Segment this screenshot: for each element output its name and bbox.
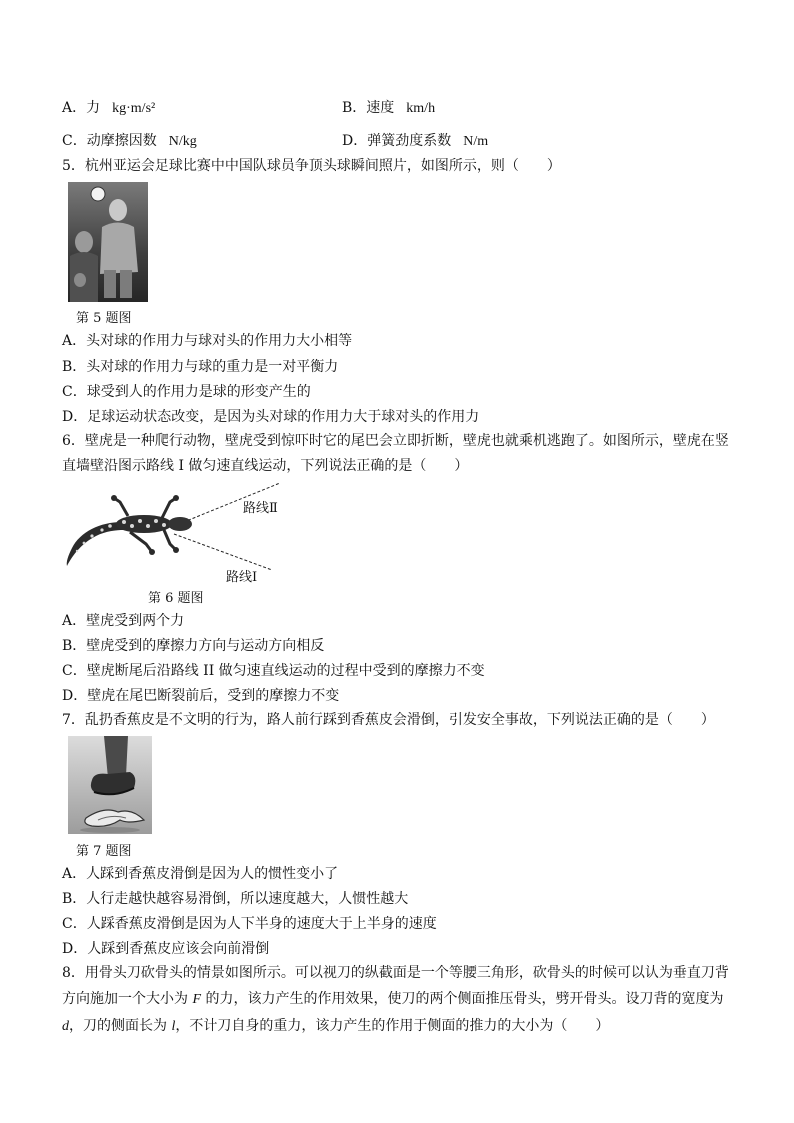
leg [104, 736, 128, 778]
q8-stem-part2: 的力，该力产生的作用效果，使刀的两个侧面推压骨头，劈开骨头。设刀背的宽度为 [201, 991, 724, 1007]
q4-option-c-unit: N/kg [168, 134, 197, 149]
q5-option-d: D．足球运动状态改变，是因为头对球的作用力大于球对头的作用力 [62, 409, 480, 425]
q6-option-c: C．壁虎断尾后沿路线 II 做匀速直线运动的过程中受到的摩擦力不变 [62, 663, 485, 679]
q4-option-a-label: A．力 [62, 100, 101, 116]
q4-option-c [62, 131, 197, 152]
q8-stem-part1: 8．用骨头刀砍骨头的情景如图所示。可以视刀的纵截面是一个等腰三角形，砍骨头的时候可以认为垂直刀背方向施加一个大小为 [62, 965, 729, 1007]
gecko-tail [67, 522, 124, 566]
q8-stem [62, 960, 732, 1040]
q7-caption: 第 7 题图 [76, 844, 132, 859]
q6-option-a: A．壁虎受到两个力 [62, 613, 185, 629]
q5-caption: 第 5 题图 [76, 311, 132, 326]
q5-option-b: B．头对球的作用力与球的重力是一对平衡力 [62, 359, 339, 375]
q5-option-c: C．球受到人的作用力是球的形变产生的 [62, 384, 311, 400]
q4-option-b [342, 98, 435, 119]
football-ball [91, 187, 105, 201]
q6-gecko-figure [62, 478, 292, 583]
q7-option-a: A．人踩到香蕉皮滑倒是因为人的惯性变小了 [62, 866, 339, 882]
q4-option-d-unit: N/m [463, 134, 489, 149]
q5-stem: 5．杭州亚运会足球比赛中中国队球员争顶头球瞬间照片，如图所示，则（ ） [62, 158, 561, 174]
q4-option-b-unit: km/h [406, 101, 436, 116]
gecko-head [168, 517, 192, 531]
q4-option-d [342, 131, 488, 152]
q8-stem-part4: ，不计刀自身的重力，该力产生的作用于侧面的推力的大小为（ ） [175, 1018, 610, 1034]
football-photo-illustration [68, 182, 148, 302]
route-1-line [174, 534, 272, 570]
q7-option-c: C．人踩香蕉皮滑倒是因为人下半身的速度大于上半身的速度 [62, 916, 437, 932]
q8-stem-part3: ，刀的侧面长为 [69, 1018, 172, 1034]
q5-option-a: A．头对球的作用力与球对头的作用力大小相等 [62, 333, 353, 349]
q7-option-d: D．人踩到香蕉皮应该会向前滑倒 [62, 941, 270, 957]
q4-option-a-unit: kg·m/s² [112, 101, 156, 116]
q7-banana-photo [68, 736, 152, 834]
q8-var-d: d [62, 1019, 69, 1034]
q7-option-b: B．人行走越快越容易滑倒，所以速度越大，人惯性越大 [62, 891, 409, 907]
route-2-label: 路线Ⅱ [243, 501, 278, 516]
q8-var-l: l [171, 1019, 176, 1034]
q7-stem: 7．乱扔香蕉皮是不文明的行为，路人前行踩到香蕉皮会滑倒，引发安全事故，下列说法正确的是（ ） [62, 712, 715, 728]
q4-option-a [62, 98, 155, 119]
q4-option-c-label: C．动摩擦因数 [62, 133, 157, 149]
banana-photo-illustration [68, 736, 152, 834]
q6-caption: 第 6 题图 [148, 591, 204, 606]
q8-var-f: F [192, 992, 202, 1007]
route-1-label: 路线Ⅰ [226, 570, 258, 585]
gecko-diagram [62, 478, 292, 583]
q6-stem-line2: 直墙壁沿图示路线 I 做匀速直线运动，下列说法正确的是（ ） [62, 458, 469, 474]
q4-option-b-label: B．速度 [342, 100, 395, 116]
q6-option-b: B．壁虎受到的摩擦力方向与运动方向相反 [62, 638, 325, 654]
q6-option-d: D．壁虎在尾巴断裂前后，受到的摩擦力不变 [62, 688, 340, 704]
q5-football-photo [68, 182, 148, 302]
q6-stem-line1: 6．壁虎是一种爬行动物，壁虎受到惊吓时它的尾巴会立即折断，壁虎也就乘机逃跑了。如图所示，壁虎在竖 [62, 433, 729, 449]
q4-option-d-label: D．弹簧劲度系数 [342, 133, 452, 149]
